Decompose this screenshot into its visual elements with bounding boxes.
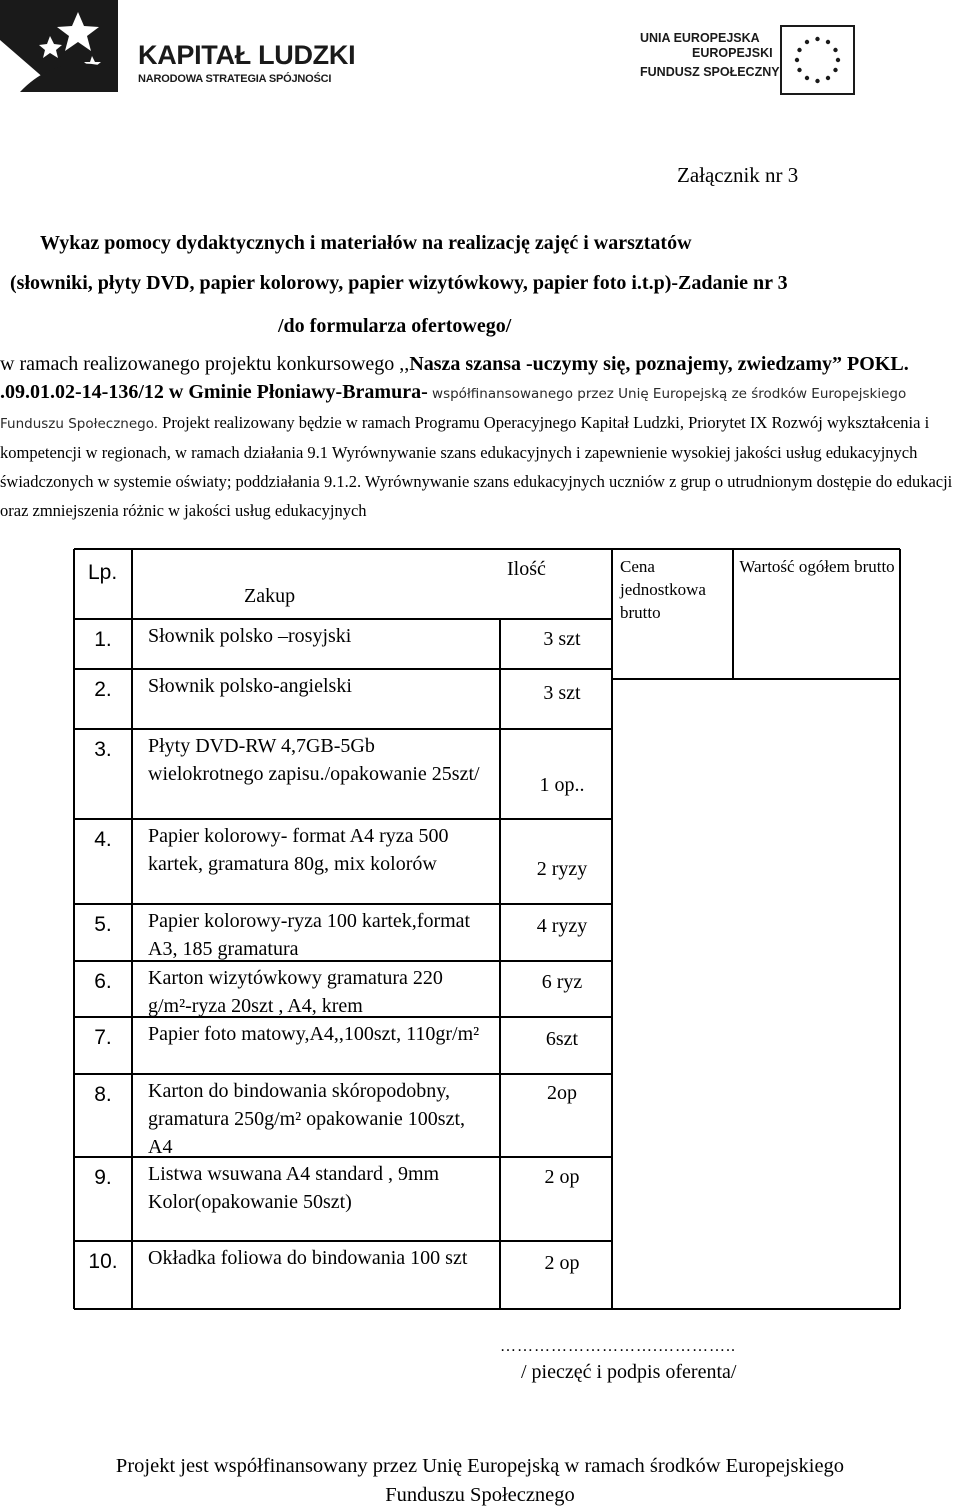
row-10-lp: 10.	[88, 1250, 118, 1273]
title-line-1: Wykaz pomocy dydaktycznych i materiałów na realizację zajęć i warsztatów	[40, 232, 692, 254]
row-10-name: Okładka foliowa do bindowania 100 szt	[148, 1247, 468, 1269]
row-divider-header	[74, 618, 612, 619]
footer-line-2: Funduszu Społecznego	[385, 1484, 575, 1506]
header-ilosc-label: Ilość	[507, 558, 546, 580]
row-9-lp: 9.	[94, 1166, 112, 1189]
intro-code: .09.01.02-14-136/12 w Gminie Płoniawy-Bramura-	[0, 381, 428, 403]
row-2-name: Słownik polsko-angielski	[148, 675, 352, 697]
row-9-qty: 2 op	[544, 1166, 580, 1188]
signature-label: / pieczęć i podpis oferenta/	[521, 1361, 737, 1383]
row-5-name: Papier kolorowy-ryza 100 kartek,format A3, 185 gramatura	[148, 910, 471, 960]
col-divider-zakup	[499, 549, 500, 1309]
row-8-qty: 2op	[547, 1082, 577, 1104]
kapital-ludzki-emblem-icon	[0, 0, 130, 100]
kapital-ludzki-logo-subtitle: NARODOWA STRATEGIA SPÓJNOŚCI	[138, 73, 332, 85]
eu-logo	[640, 25, 855, 100]
row-5-lp: 5.	[94, 913, 112, 936]
col-divider-cena	[732, 549, 733, 679]
eu-logo-line2: EUROPEJSKI	[692, 46, 773, 60]
intro-part2: POKL.	[842, 353, 909, 375]
header-zakup-label: Zakup	[244, 585, 296, 607]
row-7-qty: 6szt	[545, 1028, 579, 1050]
row-divider-4	[74, 903, 612, 904]
title-line-2: (słowniki, płyty DVD, papier kolorowy, papier wizytówkowy, papier foto i.t.p)-Zadanie nr 3	[10, 272, 788, 294]
row-8-lp: 8.	[94, 1083, 112, 1106]
row-1-lp: 1.	[94, 628, 112, 651]
row-10-qty: 2 op	[544, 1252, 580, 1274]
intro-cofinanced: współfinansowanego przez Unię Europejską ze środków Europejskiego Funduszu Społecznego.	[0, 386, 907, 432]
signature-dots: ……………………….…………..	[500, 1338, 736, 1355]
intro-part1: w ramach realizowanego projektu konkursowego ,,	[0, 353, 410, 375]
title-line-3: /do formularza ofertowego/	[278, 315, 512, 337]
row-7-lp: 7.	[94, 1026, 112, 1049]
eu-logo-line1: UNIA EUROPEJSKA	[640, 31, 760, 45]
row-3-name: Płyty DVD-RW 4,7GB-5Gb wielokrotnego zapisu./opakowanie 25szt/	[148, 735, 480, 785]
row-4-qty: 2 ryzy	[536, 858, 588, 880]
row-2-lp: 2.	[94, 678, 112, 701]
eu-flag-icon	[780, 25, 855, 95]
row-9-name: Listwa wsuwana A4 standard , 9mm Kolor(opakowanie 50szt)	[148, 1163, 440, 1213]
row-3-lp: 3.	[94, 738, 112, 761]
intro-project-name: Nasza szansa -uczymy się, poznajemy, zwiedzamy”	[409, 353, 843, 375]
row-5-qty: 4 ryzy	[536, 915, 588, 937]
table-border-bottom	[74, 1308, 900, 1309]
footer-line-1: Projekt jest współfinansowany przez Unię Europejską w ramach środków Europejskiego	[115, 1455, 845, 1477]
row-6-name: Karton wizytówkowy gramatura 220 g/m²-ryza 20szt , A4, krem	[148, 967, 443, 1017]
row-8-name: Karton do bindowania skóropodobny, gramatura 250g/m² opakowanie 100szt, A4	[148, 1080, 466, 1158]
annex-label: Załącznik nr 3	[677, 163, 799, 187]
row-6-qty: 6 ryz	[541, 971, 583, 993]
kapital-ludzki-logo-name: KAPITAŁ LUDZKI	[138, 40, 356, 70]
row-divider-3	[74, 818, 612, 819]
row-divider-7	[74, 1073, 612, 1074]
row-divider-1	[74, 668, 612, 669]
row-6-lp: 6.	[94, 970, 112, 993]
row-3-qty: 1 op..	[539, 774, 585, 796]
row-4-name: Papier kolorowy- format A4 ryza 500 kartek, gramatura 80g, mix kolorów	[148, 825, 449, 875]
row-2-qty: 3 szt	[543, 682, 581, 704]
header-merge-cover	[499, 550, 501, 618]
row-divider-2	[74, 728, 612, 729]
header-wartosc-label: Wartość ogółem brutto	[739, 557, 895, 576]
eu-logo-line3: FUNDUSZ SPOŁECZNY	[640, 65, 780, 79]
header-lp-label: Lp.	[88, 561, 118, 584]
table-border-top	[74, 548, 900, 549]
kapital-ludzki-logo	[0, 0, 356, 100]
row-divider-9	[74, 1240, 612, 1241]
intro-program: Projekt realizowany będzie w ramach Programu Operacyjnego Kapitał Ludzki, Priorytet IX Rozwój wykształcenia i kompetencji w regionach, w ramach działania 9.1 Wyrównywanie szans edukacyjnych i zapewnienie wysokiej jakości usług edukacyjnych świadczonych w systemie oświaty; poddziałania 9.1.2. Wyrównywanie szans edukacyjnych uczniów z grup o utrudnionym dostępie do edukacji oraz zmniejszenia różnic w jakości usług edukacyjnych	[0, 413, 953, 520]
row-4-lp: 4.	[94, 828, 112, 851]
row-7-name: Papier foto matowy,A4,,100szt, 110gr/m²	[148, 1023, 480, 1045]
intro-paragraph	[0, 350, 960, 525]
header-cena-label: Cena jednostkowa brutto	[620, 557, 706, 622]
items-rows	[74, 549, 900, 1309]
row-1-name: Słownik polsko –rosyjski	[148, 625, 352, 647]
row-divider-price	[612, 678, 900, 679]
table-border-right	[899, 549, 900, 1309]
row-1-qty: 3 szt	[543, 628, 581, 650]
